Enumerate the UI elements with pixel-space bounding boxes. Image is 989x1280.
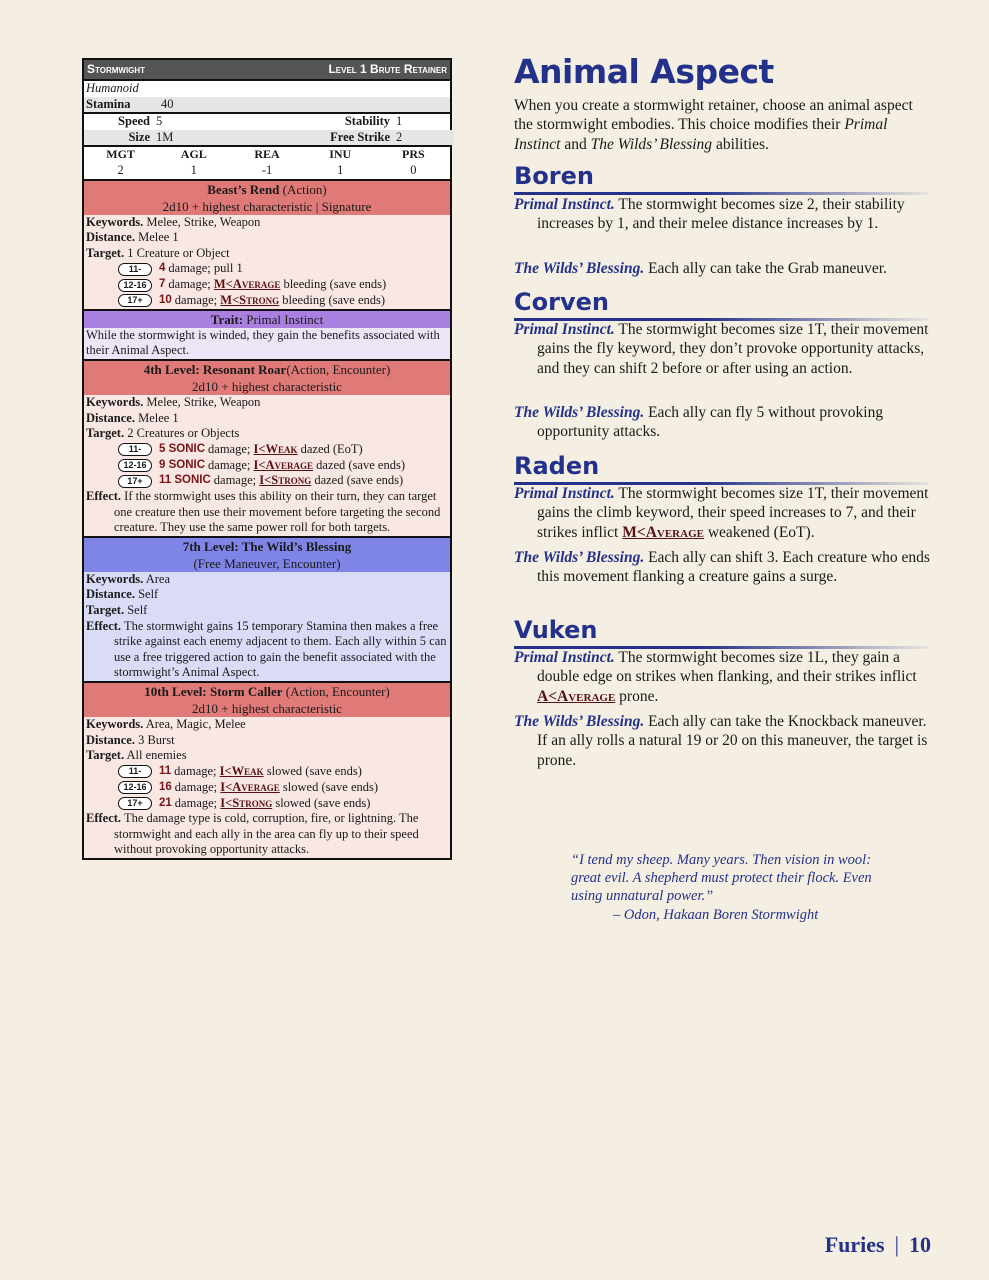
- distance-label: Distance.: [86, 732, 135, 747]
- stability-value: 1: [396, 114, 403, 129]
- tier-damage: 10: [159, 294, 172, 307]
- tier-text: damage;: [168, 277, 211, 292]
- distance-label: Distance.: [86, 587, 135, 602]
- speed-value: 5: [156, 114, 163, 129]
- stamina-value: 40: [161, 96, 174, 111]
- tier-damage: 11 SONIC: [159, 474, 211, 487]
- char-name: PRS: [402, 147, 425, 162]
- effect-label: Effect.: [86, 489, 122, 504]
- tier-effect: bleeding (save ends): [283, 277, 387, 292]
- target-label: Target.: [86, 603, 125, 618]
- tier-pill: 12-16: [118, 279, 152, 292]
- ability-type: (Action): [282, 181, 327, 197]
- target-label: Target.: [86, 748, 125, 763]
- power-roll-tier: [84, 795, 450, 811]
- char-name: MGT: [106, 147, 135, 162]
- ability-name: 4th Level: Resonant Roar: [143, 361, 287, 377]
- flavor-quote: [571, 851, 891, 924]
- ability-name: Beast’s Rend: [207, 181, 280, 197]
- tier-text: damage;: [174, 293, 218, 308]
- para-text: Each ally can fly 5 without provoking opportunity attacks.: [537, 404, 884, 441]
- ability-roll: 2d10 + highest characteristic | Signature: [162, 198, 372, 214]
- ability-roll: 2d10 + highest characteristic: [192, 378, 342, 394]
- ability-type: (Free Maneuver, Encounter): [193, 555, 341, 571]
- tier-pill: 12-16: [118, 781, 152, 794]
- tier-condition: I<Strong: [259, 473, 312, 488]
- tier-damage: 9 SONIC: [159, 458, 206, 471]
- para-lead: Primal Instinct.: [514, 485, 615, 502]
- para-lead: Primal Instinct.: [514, 649, 615, 666]
- section-heading-raden: Raden: [514, 452, 600, 480]
- power-roll-tier: [84, 764, 450, 780]
- ability-header-wilds-blessing: [84, 536, 450, 572]
- keywords: Area, Magic, Melee: [145, 717, 246, 732]
- target: All enemies: [126, 748, 187, 763]
- tier-text: damage;: [208, 457, 251, 472]
- tier-effect: dazed (save ends): [314, 473, 404, 488]
- char-value: 1: [337, 162, 344, 177]
- tier-condition: M<Strong: [220, 293, 280, 308]
- target-label: Target.: [86, 245, 125, 260]
- keywords-label: Keywords.: [86, 394, 144, 409]
- keywords-label: Keywords.: [86, 717, 144, 732]
- creature-name: Stormwight: [87, 61, 146, 76]
- stamina-label: Stamina: [86, 96, 131, 111]
- tier-pill: 17+: [118, 797, 152, 810]
- tier-text: damage;: [174, 763, 217, 778]
- page-footer: [825, 1232, 931, 1258]
- effect-text: If the stormwight uses this ability on their turn, they can target one creature then use their movement before targeting the second creature. They use the same power roll for both targets.: [114, 489, 441, 535]
- intro-emphasis: Primal Instinct: [514, 116, 888, 153]
- ability-body-wilds-blessing: [84, 572, 450, 681]
- target: 2 Creatures or Objects: [127, 426, 240, 441]
- para-text: Each ally can shift 3. Each creature who ends this movement flanking a creature gains a surge.: [537, 549, 930, 586]
- boren-wilds-blessing: [514, 259, 934, 278]
- characteristics-grid: [84, 145, 450, 178]
- power-roll-tier: [84, 261, 450, 277]
- ability-body-beasts-rend: [84, 215, 450, 309]
- tier-pill: 11-: [118, 765, 152, 778]
- boren-primal-instinct: [514, 195, 934, 234]
- stability-label: Stability: [344, 114, 390, 129]
- tier-effect: dazed (EoT): [300, 441, 363, 456]
- para-lead: The Wilds’ Blessing.: [514, 549, 645, 566]
- tier-damage: 16: [159, 780, 172, 793]
- intro-emphasis: The Wilds’ Blessing: [590, 135, 713, 153]
- movement-grid: [84, 112, 450, 145]
- target-label: Target.: [86, 426, 125, 441]
- power-roll-tier: [84, 473, 450, 489]
- ability-type: (Action, Encounter): [285, 684, 390, 700]
- para-lead: The Wilds’ Blessing.: [514, 404, 645, 421]
- distance: Melee 1: [138, 410, 179, 425]
- raden-primal-instinct: [514, 484, 934, 542]
- ability-name: 7th Level: The Wild’s Blessing: [182, 538, 352, 554]
- para-text: The stormwight becomes size 1T, their movement gains the climb keyword, their speed increases to 7, and their strikes inflict: [537, 485, 929, 541]
- tier-effect: slowed (save ends): [282, 779, 379, 794]
- intro-text: When you create a stormwight retainer, choose an animal aspect the stormwight embodies. This choice modifies their: [514, 97, 913, 134]
- stat-block-header: [84, 60, 450, 81]
- power-roll-tier: [84, 293, 450, 309]
- distance: Self: [138, 587, 159, 602]
- tier-condition: I<Weak: [219, 763, 264, 778]
- power-roll-tier: [84, 277, 450, 293]
- char-value: -1: [261, 162, 273, 177]
- intro-text: abilities.: [712, 135, 769, 153]
- tier-damage: 21: [159, 796, 172, 809]
- para-text: Each ally can take the Grab maneuver.: [648, 260, 887, 277]
- tier-damage: 11: [159, 764, 172, 777]
- distance: 3 Burst: [138, 732, 175, 747]
- effect-label: Effect.: [86, 618, 122, 633]
- ability-header-beasts-rend: [84, 179, 450, 215]
- intro-text: and: [560, 135, 591, 153]
- section-heading-boren: Boren: [514, 162, 594, 190]
- tier-effect: bleeding (save ends): [282, 293, 386, 308]
- para-lead: Primal Instinct.: [514, 196, 615, 213]
- creature-role: Level 1 Brute Retainer: [328, 61, 447, 76]
- ability-body-resonant-roar: [84, 395, 450, 536]
- trait-header: [84, 309, 450, 328]
- tier-damage: 4: [159, 262, 166, 275]
- para-text: The stormwight becomes size 1L, they gain a double edge on strikes when flanking, and their strikes inflict: [537, 649, 917, 686]
- article-title: Animal Aspect: [514, 52, 774, 91]
- tier-condition: I<Weak: [253, 441, 298, 456]
- chapter-name: Furies: [824, 1232, 885, 1257]
- para-text: Each ally can take the Knockback maneuver. If an ally rolls a natural 19 or 20 on this maneuver, the target is prone.: [537, 713, 928, 769]
- effect-label: Effect.: [86, 811, 122, 826]
- footer-separator: |: [894, 1232, 899, 1257]
- effect-text: The stormwight gains 15 temporary Stamina then makes a free strike against each enemy adjacent to them. Each ally within 5 can use a free triggered action to gain the benefit associated with the stormwight’s Animal Aspect.: [114, 618, 447, 680]
- tier-text: damage;: [174, 779, 218, 794]
- raden-wilds-blessing: [514, 548, 934, 587]
- keywords: Area: [145, 571, 171, 586]
- tier-damage: 5 SONIC: [159, 442, 206, 455]
- creature-ancestry: Humanoid: [86, 81, 139, 95]
- tier-condition: I<Strong: [220, 795, 273, 810]
- para-text: The stormwight becomes size 2, their stability increases by 1, and their melee distance increases by 1.: [537, 196, 905, 233]
- distance-label: Distance.: [86, 410, 135, 425]
- free-strike-value: 2: [394, 130, 454, 146]
- keywords: Melee, Strike, Weapon: [146, 394, 261, 409]
- stamina-row: [84, 97, 450, 113]
- tier-text: damage;: [213, 473, 257, 488]
- power-roll-tier: [84, 442, 450, 458]
- section-heading-corven: Corven: [514, 288, 609, 316]
- target: Self: [127, 603, 148, 618]
- char-name: INU: [329, 147, 352, 162]
- char-value: 1: [190, 162, 197, 177]
- tier-pill: 17+: [118, 475, 152, 488]
- char-name: AGL: [180, 147, 207, 162]
- article-column: [514, 52, 934, 769]
- tier-damage: 7: [159, 278, 166, 291]
- speed-label: Speed: [118, 114, 150, 129]
- keywords: Melee, Strike, Weapon: [146, 214, 261, 229]
- page-number: 10: [909, 1232, 931, 1257]
- tier-pill: 11-: [118, 443, 152, 456]
- condition: M<Average: [622, 523, 704, 541]
- corven-wilds-blessing: [514, 403, 934, 442]
- tier-condition: I<Average: [253, 457, 314, 472]
- tier-effect: slowed (save ends): [275, 795, 371, 810]
- tier-condition: I<Average: [220, 779, 280, 794]
- power-roll-tier: [84, 780, 450, 796]
- para-lead: Primal Instinct.: [514, 321, 615, 338]
- tier-text: damage; pull 1: [168, 261, 243, 276]
- trait-text: While the stormwight is winded, they gain the benefits associated with their Animal Aspect.: [84, 328, 450, 359]
- target: 1 Creature or Object: [127, 245, 230, 260]
- ability-type: (Action, Encounter): [286, 361, 391, 377]
- char-value: 2: [117, 162, 124, 177]
- trait-name: Primal Instinct: [246, 311, 324, 327]
- tier-effect: slowed (save ends): [266, 763, 362, 778]
- free-strike-label: Free Strike: [284, 130, 394, 146]
- section-heading-vuken: Vuken: [514, 616, 598, 644]
- ability-roll: 2d10 + highest characteristic: [192, 701, 342, 717]
- vuken-wilds-blessing: [514, 712, 934, 770]
- tier-effect: dazed (save ends): [316, 457, 405, 472]
- ability-header-resonant-roar: [84, 359, 450, 395]
- para-lead: The Wilds’ Blessing.: [514, 713, 645, 730]
- tier-condition: M<Average: [213, 277, 281, 292]
- ability-header-storm-caller: [84, 681, 450, 717]
- tier-pill: 17+: [118, 294, 152, 307]
- power-roll-tier: [84, 458, 450, 474]
- para-lead: The Wilds’ Blessing.: [514, 260, 645, 277]
- keywords-label: Keywords.: [86, 571, 144, 586]
- effect-text: The damage type is cold, corruption, fire, or lightning. The stormwight and each ally in the area can fly up to their speed without provoking opportunity attacks.: [114, 811, 419, 857]
- quote-attribution: – Odon, Hakaan Boren Stormwight: [613, 906, 819, 923]
- condition: A<Average: [537, 687, 616, 705]
- tier-pill: 12-16: [118, 459, 152, 472]
- stat-block: [82, 58, 452, 860]
- trait-label: Trait:: [210, 311, 244, 327]
- ability-body-storm-caller: [84, 717, 450, 858]
- keywords-label: Keywords.: [86, 214, 144, 229]
- size-value: 1M: [154, 130, 284, 146]
- char-name: REA: [254, 147, 280, 162]
- article-intro: [514, 96, 934, 154]
- distance: Melee 1: [138, 230, 179, 245]
- ability-name: 10th Level: Storm Caller: [144, 684, 283, 700]
- vuken-primal-instinct: [514, 648, 934, 706]
- corven-primal-instinct: [514, 320, 934, 378]
- para-text: weakened (EoT).: [703, 523, 815, 541]
- tier-text: damage;: [208, 441, 251, 456]
- tier-pill: 11-: [118, 263, 152, 276]
- distance-label: Distance.: [86, 230, 135, 245]
- size-label: Size: [84, 130, 154, 146]
- para-text: prone.: [615, 687, 659, 705]
- tier-text: damage;: [174, 795, 218, 810]
- char-value: 0: [410, 162, 417, 177]
- quote-text: “I tend my sheep. Many years. Then vision in wool: great evil. A shepherd must protect their flock. Even using unnatural power.”: [571, 852, 872, 905]
- para-text: The stormwight becomes size 1T, their movement gains the fly keyword, they don’t provoke opportunity attacks, and they can shift 2 before or after using an action.: [537, 321, 929, 377]
